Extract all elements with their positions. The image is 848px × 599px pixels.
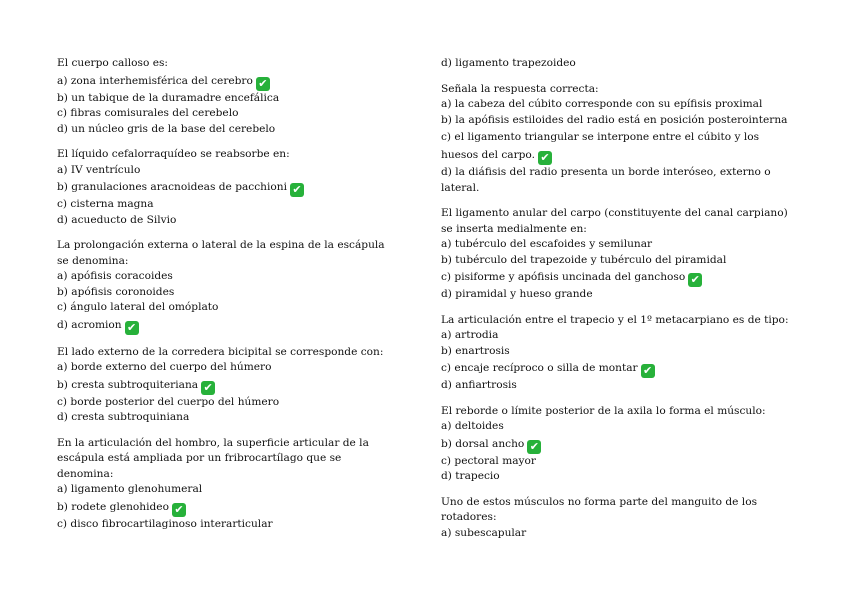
question-text: El ligamento anular del carpo (constituyente del canal carpiano) se inserta medialmente en:: [441, 207, 788, 235]
check-mark-icon: ✔: [201, 381, 215, 395]
check-mark-icon: ✔: [688, 273, 702, 287]
answer-option-text: b) la apófisis estiloides del radio está en posición posterointerna: [441, 113, 788, 126]
check-mark-icon: ✔: [538, 151, 552, 165]
answer-option: [57, 106, 397, 122]
answer-option-text: a) apófisis coracoides: [57, 270, 173, 282]
answer-option-text: b) un tabique de la duramadre encefálica: [57, 91, 280, 104]
answer-option: [441, 56, 791, 72]
answer-option: [57, 122, 397, 138]
check-mark-icon: ✔: [256, 77, 270, 91]
answer-option-text: a) borde externo del cuerpo del húmero: [57, 361, 272, 373]
answer-option-text: a) subescapular: [441, 526, 527, 539]
answer-option: [57, 316, 397, 335]
answer-option: [441, 526, 791, 542]
question-block: [57, 345, 397, 426]
answer-option: [441, 253, 791, 269]
left-column: [57, 56, 397, 542]
answer-option-text: c) disco fibrocartilaginoso interarticular: [57, 517, 273, 530]
question-text: La articulación entre el trapecio y el 1º metacarpiano es de tipo:: [441, 313, 789, 326]
answer-option: [57, 300, 397, 316]
answer-option: [57, 285, 397, 301]
answer-option: [57, 498, 397, 517]
question-block: [441, 206, 791, 303]
answer-option-text: d) piramidal y hueso grande: [441, 288, 593, 300]
answer-option: [57, 178, 397, 197]
check-mark-icon: ✔: [125, 321, 139, 335]
answer-option-text: b) cresta subtroquiteriana: [57, 378, 199, 391]
answer-option: [441, 469, 791, 485]
answer-option: [441, 237, 791, 253]
answer-option-text: b) enartrosis: [441, 344, 510, 357]
question-block: [57, 436, 397, 533]
question-text: El reborde o límite posterior de la axila lo forma el músculo:: [441, 404, 766, 417]
answer-option-text: d) trapecio: [441, 470, 500, 482]
question-text: El cuerpo calloso es:: [57, 57, 168, 69]
answer-option-text: d) cresta subtroquiniana: [57, 411, 190, 423]
answer-option-text: b) granulaciones aracnoideas de pacchioni: [57, 181, 287, 193]
answer-option: [57, 360, 397, 376]
answer-option-text: b) apófisis coronoides: [57, 285, 175, 298]
question-text: El líquido cefalorraquídeo se reabsorbe en:: [57, 148, 290, 160]
question-block: [441, 56, 791, 72]
answer-option: [57, 517, 397, 533]
question-block: [441, 404, 791, 485]
answer-option: [57, 482, 397, 498]
answer-option-text: c) encaje recíproco o silla de montar: [441, 362, 638, 374]
question-block: [441, 495, 791, 542]
question-block: [57, 147, 397, 228]
question-text: La prolongación externa o lateral de la espina de la escápula se denomina:: [57, 239, 385, 267]
answer-option: [441, 378, 791, 394]
answer-option: [57, 395, 397, 411]
answer-option: [441, 328, 791, 344]
answer-option-text: d) anfiartrosis: [441, 379, 517, 391]
answer-option: [441, 344, 791, 360]
answer-option-text: d) un núcleo gris de la base del cerebelo: [57, 122, 276, 135]
answer-option-text: d) acromion: [57, 318, 122, 331]
question-text: Uno de estos músculos no forma parte del manguito de los rotadores:: [441, 495, 758, 523]
answer-option-text: c) pectoral mayor: [441, 454, 536, 467]
answer-option-text: c) el ligamento triangular se interpone entre el cúbito y los huesos del carpo.: [441, 131, 760, 161]
question-text: El lado externo de la corredera bicipital se corresponde con:: [57, 345, 384, 358]
answer-option-text: a) deltoides: [441, 420, 504, 432]
answer-option-text: d) la diáfisis del radio presenta un borde interóseo, externo o lateral.: [441, 166, 771, 194]
answer-option-text: c) borde posterior del cuerpo del húmero: [57, 395, 280, 408]
question-block: [441, 82, 791, 197]
answer-option-text: b) rodete glenohideo: [57, 500, 169, 513]
answer-option: [57, 410, 397, 426]
answer-option: [441, 268, 791, 287]
answer-option: [441, 359, 791, 378]
answer-option-text: a) tubérculo del escafoides y semilunar: [441, 238, 653, 250]
question-text: En la articulación del hombro, la superficie articular de la escápula está ampliada por un fribrocartílago que se denomina:: [57, 436, 369, 480]
check-mark-icon: ✔: [527, 440, 541, 454]
answer-option: [441, 165, 791, 196]
answer-option-text: c) pisiforme y apófisis uncinada del ganchoso: [441, 271, 686, 283]
answer-option-text: a) IV ventrículo: [57, 163, 141, 176]
answer-option: [57, 269, 397, 285]
answer-option: [441, 97, 791, 113]
answer-option: [57, 72, 397, 91]
answer-option: [441, 435, 791, 454]
answer-option-text: c) fibras comisurales del cerebelo: [57, 107, 239, 119]
answer-option: [441, 128, 791, 165]
answer-option-text: b) dorsal ancho: [441, 437, 525, 450]
answer-option-text: c) cisterna magna: [57, 198, 154, 210]
answer-option-text: b) tubérculo del trapezoide y tubérculo del piramidal: [441, 253, 727, 266]
question-block: [57, 56, 397, 137]
check-mark-icon: ✔: [290, 183, 304, 197]
check-mark-icon: ✔: [641, 364, 655, 378]
answer-option: [57, 197, 397, 213]
answer-option-text: a) ligamento glenohumeral: [57, 483, 203, 495]
answer-option: [57, 163, 397, 179]
check-mark-icon: ✔: [172, 503, 186, 517]
answer-option-text: a) artrodia: [441, 329, 499, 341]
answer-option: [57, 213, 397, 229]
answer-option: [441, 454, 791, 470]
answer-option: [57, 91, 397, 107]
question-block: [57, 238, 397, 335]
answer-option-text: a) la cabeza del cúbito corresponde con su epífisis proximal: [441, 98, 763, 110]
answer-option-text: a) zona interhemisférica del cerebro: [57, 74, 253, 87]
answer-option: [441, 287, 791, 303]
answer-option-text: d) acueducto de Silvio: [57, 213, 177, 226]
question-text: Señala la respuesta correcta:: [441, 82, 599, 95]
question-block: [441, 313, 791, 394]
answer-option: [57, 376, 397, 395]
answer-option-text: d) ligamento trapezoideo: [441, 57, 576, 69]
answer-option: [441, 113, 791, 129]
answer-option-text: c) ángulo lateral del omóplato: [57, 301, 219, 313]
right-column: [441, 56, 791, 551]
answer-option: [441, 419, 791, 435]
